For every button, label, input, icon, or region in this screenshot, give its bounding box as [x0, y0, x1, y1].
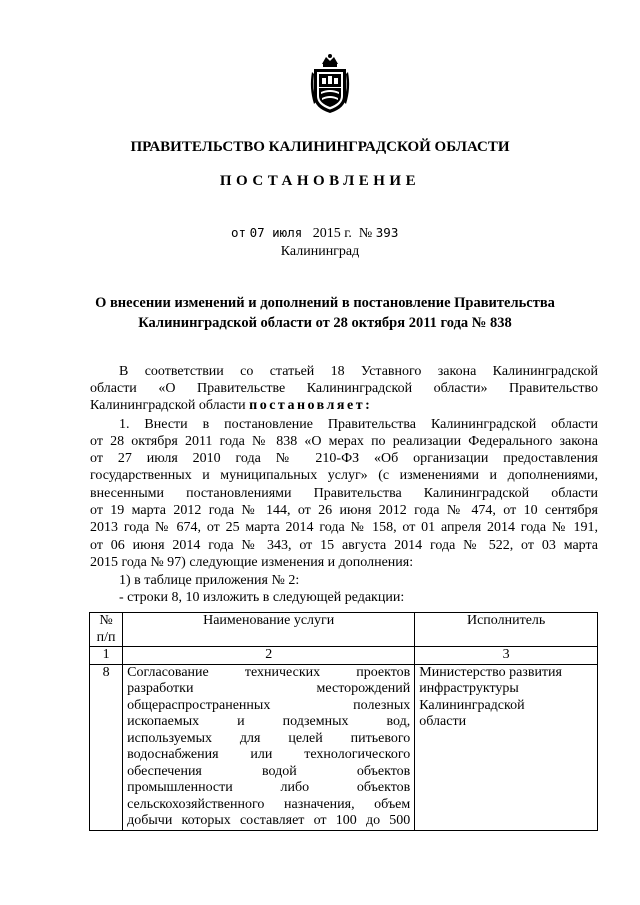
header-number-sign: №	[99, 613, 113, 628]
header-cell-executor: Исполнитель	[415, 613, 598, 647]
body-line: 2013 года № 674, от 25 марта 2014 года № 158, от 01 апреля 2014 года № 191,	[90, 520, 598, 535]
body-line: внесенными постановлениями Правительства Калининградской области	[90, 486, 598, 501]
executor-line: Калининградской	[419, 697, 525, 713]
list-item: - строки 8, 10 изложить в следующей редакции:	[119, 590, 405, 605]
service-line: промышленности либо объектов	[127, 780, 411, 795]
row-number: 8	[90, 664, 123, 830]
body-line: от 27 июля 2010 года № 210-ФЗ «Об организации предоставления	[90, 451, 598, 466]
column-number: 2	[123, 647, 415, 665]
header-number-label: п/п	[96, 629, 116, 645]
table-column-number-row	[90, 647, 598, 665]
date-day-month: 07 июля	[249, 225, 303, 240]
body-text: Калининградской области	[90, 398, 246, 413]
service-line: сельскохозяйственного назначения, объем	[127, 796, 411, 812]
body-line: от 19 марта 2012 года № 144, от 26 июня 2012 года № 474, от 10 сентября	[90, 503, 598, 518]
service-line: общераспространенных полезных	[127, 697, 411, 713]
executor-line: Министерство развития	[419, 664, 562, 680]
coat-of-arms-emblem	[308, 52, 352, 114]
service-line: разработки месторождений	[127, 681, 411, 696]
body-line: 1. Внести в постановление Правительства Калининградской области	[119, 417, 598, 432]
subject-line-2: Калининградской области от 28 октября 2011 года № 838	[138, 315, 512, 331]
body-line: государственных и муниципальных услуг» (с изменениями и дополнениями,	[90, 468, 598, 483]
body-line: от 28 октября 2011 года № 838 «О мерах по реализации Федерального закона	[90, 434, 598, 449]
service-line: обеспечения водой объектов	[127, 763, 411, 779]
service-line: водоснабжения или технологического	[127, 747, 411, 762]
body-line: от 06 июня 2014 года № 343, от 15 августа 2014 года № 522, от 03 марта	[90, 538, 598, 553]
date-number-line	[231, 225, 398, 242]
service-name-cell	[123, 664, 415, 830]
decree-number: 393	[375, 225, 399, 240]
executor-line: инфраструктуры	[419, 681, 519, 696]
table-header-row	[90, 613, 598, 647]
city-name: Калининград	[280, 244, 360, 259]
services-table	[89, 612, 598, 831]
table-row	[90, 664, 598, 830]
executor-line: области	[419, 714, 467, 729]
header-cell-number	[90, 613, 123, 647]
header-cell-service: Наименование услуги	[123, 613, 415, 647]
date-prefix: от	[231, 225, 247, 240]
column-number: 3	[415, 647, 598, 665]
subject-line-1: О внесении изменений и дополнений в постановление Правительства	[95, 295, 555, 311]
government-title: ПРАВИТЕЛЬСТВО КАЛИНИНГРАДСКОЙ ОБЛАСТИ	[130, 139, 510, 155]
number-sign: №	[358, 226, 373, 241]
body-line	[90, 397, 598, 414]
body-line: области «О Правительстве Калининградской области» Правительство	[90, 381, 598, 396]
body-line: 2015 года № 97) следующие изменения и дополнения:	[90, 555, 414, 570]
service-line: добычи которых составляет от 100 до 500	[127, 813, 411, 828]
document-type-title: ПОСТАНОВЛЕНИЕ	[219, 173, 421, 189]
resolves-word: постановляет:	[249, 398, 373, 413]
date-year: 2015 г.	[312, 226, 352, 241]
executor-cell	[415, 664, 598, 830]
decree-subject	[90, 293, 560, 333]
service-line: ископаемых и подземных вод,	[127, 714, 411, 729]
column-number: 1	[90, 647, 123, 665]
body-line: В соответствии со статьей 18 Уставного закона Калининградской	[119, 364, 598, 379]
service-line: используемых для целей питьевого	[127, 730, 411, 746]
service-line: Согласование технических проектов	[127, 664, 411, 680]
list-item: 1) в таблице приложения № 2:	[119, 573, 300, 588]
